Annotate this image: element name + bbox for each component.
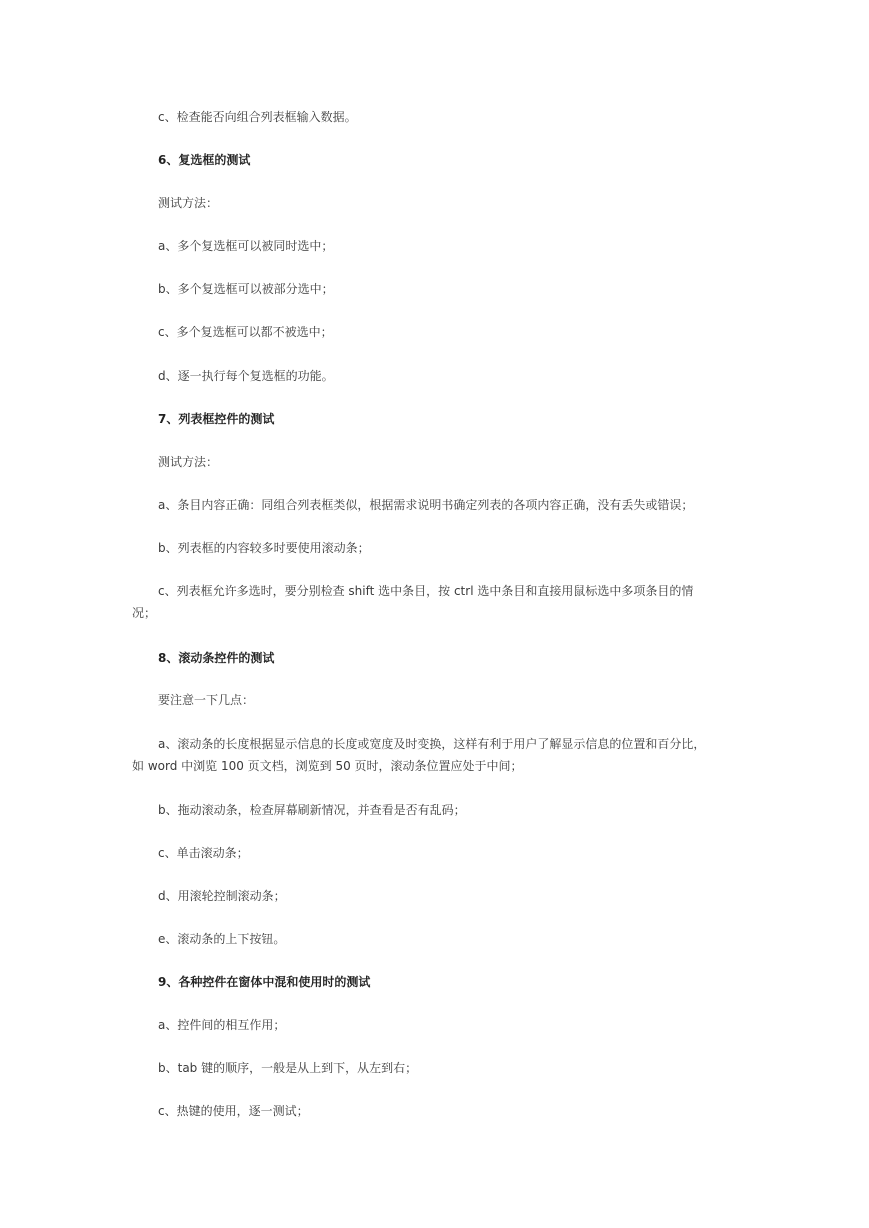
list-item: b、多个复选框可以被部分选中； — [158, 282, 334, 296]
list-item: d、用滚轮控制滚动条； — [158, 889, 286, 903]
list-item: e、滚动条的上下按钮。 — [158, 932, 286, 946]
list-item: b、列表框的内容较多时要使用滚动条； — [158, 541, 370, 555]
list-item: c、多个复选框可以都不被选中； — [158, 325, 333, 339]
list-item: d、逐一执行每个复选框的功能。 — [158, 369, 334, 383]
section-heading: 8、滚动条控件的测试 — [158, 651, 275, 665]
list-item: 测试方法： — [158, 455, 219, 469]
list-item: b、拖动滚动条，检查屏幕刷新情况，并查看是否有乱码； — [158, 803, 466, 817]
list-item: c、检查能否向组合列表框输入数据。 — [158, 110, 357, 124]
list-item: a、多个复选框可以被同时选中； — [158, 239, 334, 253]
list-item: 测试方法： — [158, 196, 219, 210]
list-item: a、滚动条的长度根据显示信息的长度或宽度及时变换，这样有利于用户了解显示信息的位置和百分比， — [158, 737, 706, 751]
list-item: c、热键的使用，逐一测试； — [158, 1104, 309, 1118]
section-heading: 6、复选框的测试 — [158, 153, 251, 167]
list-item-continuation: 况； — [132, 606, 157, 620]
list-item: 要注意一下几点： — [158, 693, 255, 707]
section-heading: 7、列表框控件的测试 — [158, 412, 275, 426]
list-item: c、单击滚动条； — [158, 846, 249, 860]
list-item-continuation: 如 word 中浏览 100 页文档，浏览到 50 页时，滚动条位置应处于中间； — [132, 759, 523, 773]
section-heading: 9、各种控件在窗体中混和使用时的测试 — [158, 975, 371, 989]
list-item: c、列表框允许多选时，要分别检查 shift 选中条目，按 ctrl 选中条目和直接用鼠标选中多项条目的情 — [158, 584, 694, 598]
list-item: a、控件间的相互作用； — [158, 1018, 286, 1032]
list-item: b、tab 键的顺序，一般是从上到下，从左到右； — [158, 1061, 418, 1075]
list-item: a、条目内容正确：同组合列表框类似，根据需求说明书确定列表的各项内容正确，没有丢失或错误； — [158, 498, 694, 512]
